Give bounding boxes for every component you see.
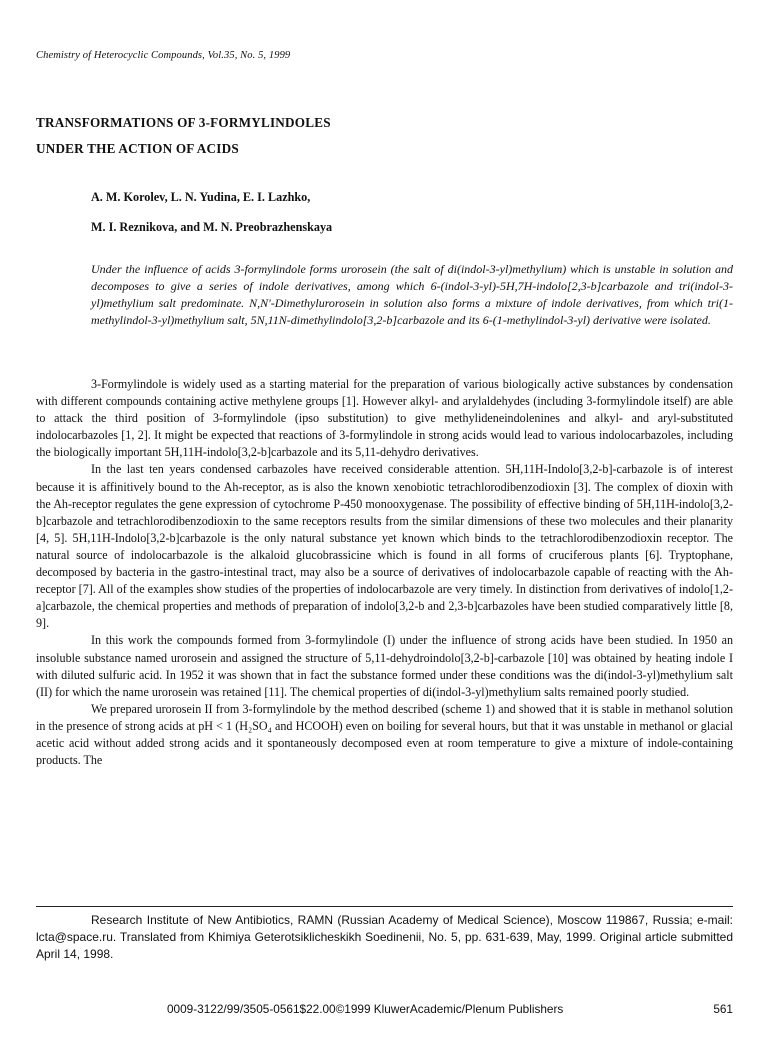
paragraph-3: In this work the compounds formed from 3-formylindole (I) under the influence of strong acids have been studied. In 1950 an insoluble substance named urorosein and assigned the structure of 5,11-dehydroindolo[3,2-b]-carbazole [10] was obtained by heating indole I with diluted sulfuric acid. In 1952 it was shown that in fact the substance formed under these conditions was the di(indol-3-yl)methylium salt (II) for which the name urorosein was retained [11]. The chemical properties of di(indol-3-yl)methylium salts remained poorly studied.: [36, 633, 733, 699]
page-number: 561: [713, 1002, 733, 1016]
journal-citation: Chemistry of Heterocyclic Compounds, Vol.35, No. 5, 1999: [36, 50, 291, 61]
affiliation-footnote: [36, 912, 733, 963]
article-title: [36, 110, 736, 162]
copyright-line: 0009-3122/99/3505-0561$22.00©1999 KluwerAcademic/Plenum Publishers: [167, 1002, 564, 1016]
author-list: [91, 182, 731, 242]
title-line-2: UNDER THE ACTION OF ACIDS: [36, 141, 239, 156]
title-line-1: TRANSFORMATIONS OF 3-FORMYLINDOLES: [36, 115, 331, 130]
paragraph-1: 3-Formylindole is widely used as a starting material for the preparation of various biologically active substances by condensation with different compounds containing active methylene groups [1]. However alkyl- and arylaldehydes (including 3-formylindole itself) are able to attack the third position of 3-formylindole (ipso substitution) to give methylideneindolenines and alkyl- and aryl-substituted indolocarbazoles [1, 2]. It might be expected that reactions of 3-formylindole in strong acids would lead to various indolocarbazoles, including the biologically important 5H,11H-indolo[3,2-b]carbazole and its 5,11-dehydro derivatives.: [36, 377, 733, 460]
authors-line-2: M. I. Reznikova, and M. N. Preobrazhenskaya: [91, 220, 333, 234]
authors-line-1: A. M. Korolev, L. N. Yudina, E. I. Lazhko,: [91, 190, 311, 204]
paragraph-2: In the last ten years condensed carbazoles have received considerable attention. 5H,11H-Indolo[3,2-b]-carbazole is of interest because it is affinitively bound to the Ah-receptor, as is also the known xenobiotic tetrachlorodibenzodioxin [3]. The complex of dioxin with the Ah-receptor regulates the gene expression of cytochrome P-450 monooxygenase. The possibility of effective binding of 5H,11H-indolo[3,2-b]carbazole and tetrachlorodibenzodioxin to the same receptors results from the similar dimensions of these two molecules and their planarity [4, 5]. 5H,11H-Indolo[3,2-b]carbazole is the only natural substance yet known which binds to the tetrachlorodibenzodioxin receptor. The natural source of indolocarbazole is the alkaloid glucobrassicine which is found in all forms of cruciferous plants [6]. Tryptophane, decomposed by bacteria in the gastro-intestinal tract, may also be a source of derivatives of indolocarbazole capable of reacting with the Ah-receptor [7]. All of the examples show studies of the properties of indolocarbazole are very timely. In distinction from derivatives of indolo[1,2-a]carbazole, the chemical properties and methods of preparation of indolo[3,2-b and 2,3-b]carbazoles have been studied comparatively little [8, 9].: [36, 462, 733, 631]
footnote-divider: [36, 906, 733, 907]
abstract: Under the influence of acids 3-formylindole forms urorosein (the salt of di(indol-3-yl)methylium) which is unstable in solution and decomposes to give a series of indole derivatives, among which 6-(indol-3-yl)-5H,7H-indolo[2,3-b]carbazole and tri(indol-3-yl)methylium salt predominate. N,N'-Dimethylurorosein in solution also forms a mixture of indole derivatives, from which tri(1-methylindol-3-yl)methylium salt, 5N,11N-dimethylindolo[3,2-b]carbazole and its 6-(1-methylindol-3-yl) derivative were isolated.: [91, 262, 733, 327]
paragraph-4: We prepared urorosein II from 3-formylindole by the method described (scheme 1) and showed that it is stable in methanol solution in the presence of strong acids at pH < 1 (H₂SO₄ and HCOOH) even on boiling for several hours, but that it was unstable in methanol or glacial acetic acid without added strong acids and it spontaneously decomposed even at room temperature to give a mixture of indole-containing products. The: [36, 701, 733, 768]
footnote-text: Research Institute of New Antibiotics, RAMN (Russian Academy of Medical Science), Moscow 119867, Russia; e-mail: lcta@space.ru. Translated from Khimiya Geterotsiklicheskikh Soedinenii, No. 5, pp. 631-639, May, 1999. Original article submitted April 14, 1998.: [36, 913, 733, 961]
body-text: [36, 376, 733, 769]
